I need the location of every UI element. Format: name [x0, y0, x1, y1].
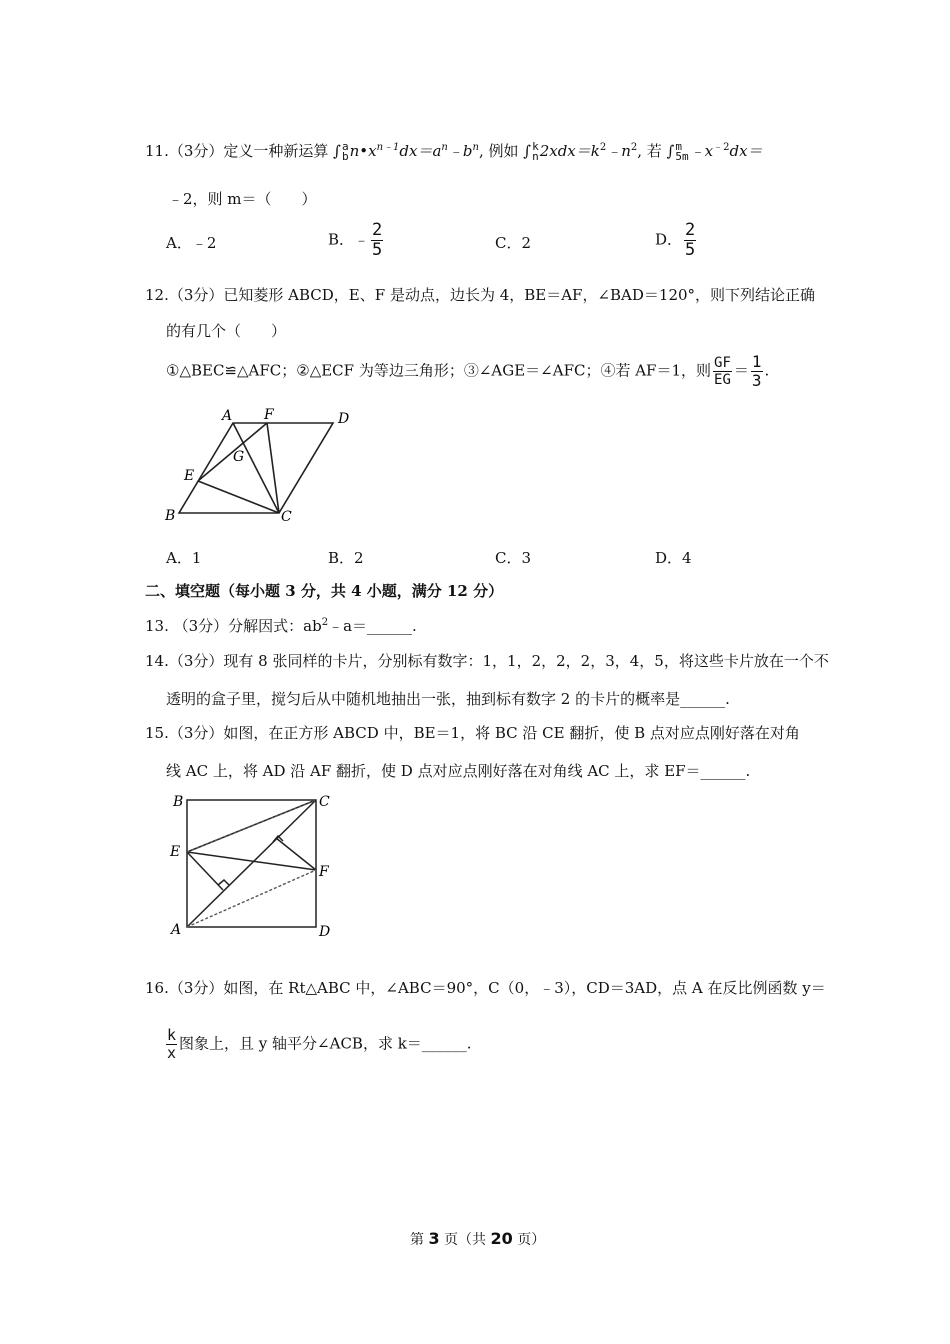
q12-option-a[interactable]: A．1: [166, 549, 202, 567]
page-footer: 第 3 页（共 20 页）: [410, 1229, 546, 1248]
q12-option-b[interactable]: B．2: [328, 549, 364, 567]
q11-integral-limits-2: k n: [532, 139, 539, 163]
diagonal-ac: [187, 800, 316, 927]
q14-line2: 透明的盒子里，搅匀后从中随机地抽出一张，抽到标有数字 2 的卡片的概率是______.: [166, 690, 730, 708]
q12-option-c[interactable]: C．3: [495, 549, 532, 567]
label-e: E: [170, 844, 181, 860]
q12-option-d[interactable]: D．4: [655, 549, 692, 567]
q12-number: 12.: [145, 286, 169, 304]
q14-line1: 14.（3分）现有 8 张同样的卡片，分别标有数字：1，1，2，2，2，3，4，5，将这些卡片放在一个不: [145, 652, 829, 670]
q11-option-a[interactable]: A．﹣2: [166, 234, 217, 252]
q11-integral-limits-1: a b: [342, 139, 349, 163]
label-c: C: [281, 509, 292, 525]
q11-option-c[interactable]: C．2: [495, 234, 532, 252]
segment-fc: [267, 423, 279, 513]
q11-line2: ﹣2，则 m＝（ ）: [168, 190, 317, 208]
label-c: C: [319, 794, 330, 810]
segment-ec: [198, 481, 279, 513]
label-b: B: [173, 794, 184, 810]
label-d: D: [338, 411, 350, 427]
label-a: A: [222, 408, 233, 424]
q12-line2: 的有几个（ ）: [166, 322, 287, 340]
q11-option-d[interactable]: D． $\frac{2}{5}$: [655, 220, 696, 260]
segment-ac: [233, 423, 279, 513]
q12-line3: ①△BEC≌△AFC；②△ECF 为等边三角形；③∠AGE＝∠AFC；④若 AF＝1，则 $\frac{GF}{EG}$ ＝ $\frac{1}{3}$ .: [166, 352, 770, 390]
label-f: F: [319, 864, 329, 880]
label-b: B: [165, 508, 176, 524]
segment-e-fold: [187, 852, 223, 890]
q15-line2: 线 AC 上，将 AD 沿 AF 翻折，使 D 点对应点刚好落在对角线 AC 上，求 EF＝______.: [166, 762, 751, 780]
q15-line1: 15.（3分）如图，在正方形 ABCD 中，BE＝1，将 BC 沿 CE 翻折，使 B 点对应点刚好落在对角: [145, 724, 800, 742]
label-d: D: [319, 924, 331, 940]
q11-integral-limits-3: m 5m: [675, 139, 689, 163]
label-e: E: [184, 468, 195, 484]
q11-number: 11.: [145, 142, 169, 160]
page-number: 3: [428, 1229, 440, 1248]
page-total: 20: [490, 1229, 513, 1248]
q11-line1: 11.（3分）定义一种新运算 ∫ a b $n•x^{n﹣1}dx=a^n﹣b^n$, 例如 ∫ k n $2xdx=k^2﹣n^2$, 若 ∫ m 5m $﹣x^{﹣2}dx=$: [145, 139, 763, 163]
q11-score: （3分）: [168, 142, 224, 160]
q11-option-b[interactable]: B．﹣ $\frac{2}{5}$: [328, 220, 383, 260]
label-a: A: [171, 922, 182, 938]
square-figure: [165, 790, 340, 940]
q12-line1: 12.（3分）已知菱形 ABCD，E、F 是动点，边长为 4，BE＝AF，∠BAD＝120°，则下列结论正确: [145, 286, 816, 304]
label-f: F: [264, 407, 274, 423]
section-2-heading: 二、填空题（每小题 3 分，共 4 小题，满分 12 分）: [145, 582, 504, 600]
right-angle-mark-1: [218, 880, 229, 885]
label-g: G: [233, 449, 245, 465]
dotted-af: [187, 870, 316, 927]
q16-line2: $\frac{k}{x}$ 图象上，且 y 轴平分∠ACB，求 k＝______.: [167, 1026, 472, 1062]
q13-line: 13. （3分）分解因式：$ab^2﹣a=\_\_\_\_\_\_$.: [145, 617, 417, 635]
rhombus-figure: [160, 403, 360, 528]
q16-line1: 16.（3分）如图，在 Rt△ABC 中，∠ABC＝90°，C（0，﹣3），CD＝3AD，点 A 在反比例函数 y＝: [145, 979, 826, 997]
